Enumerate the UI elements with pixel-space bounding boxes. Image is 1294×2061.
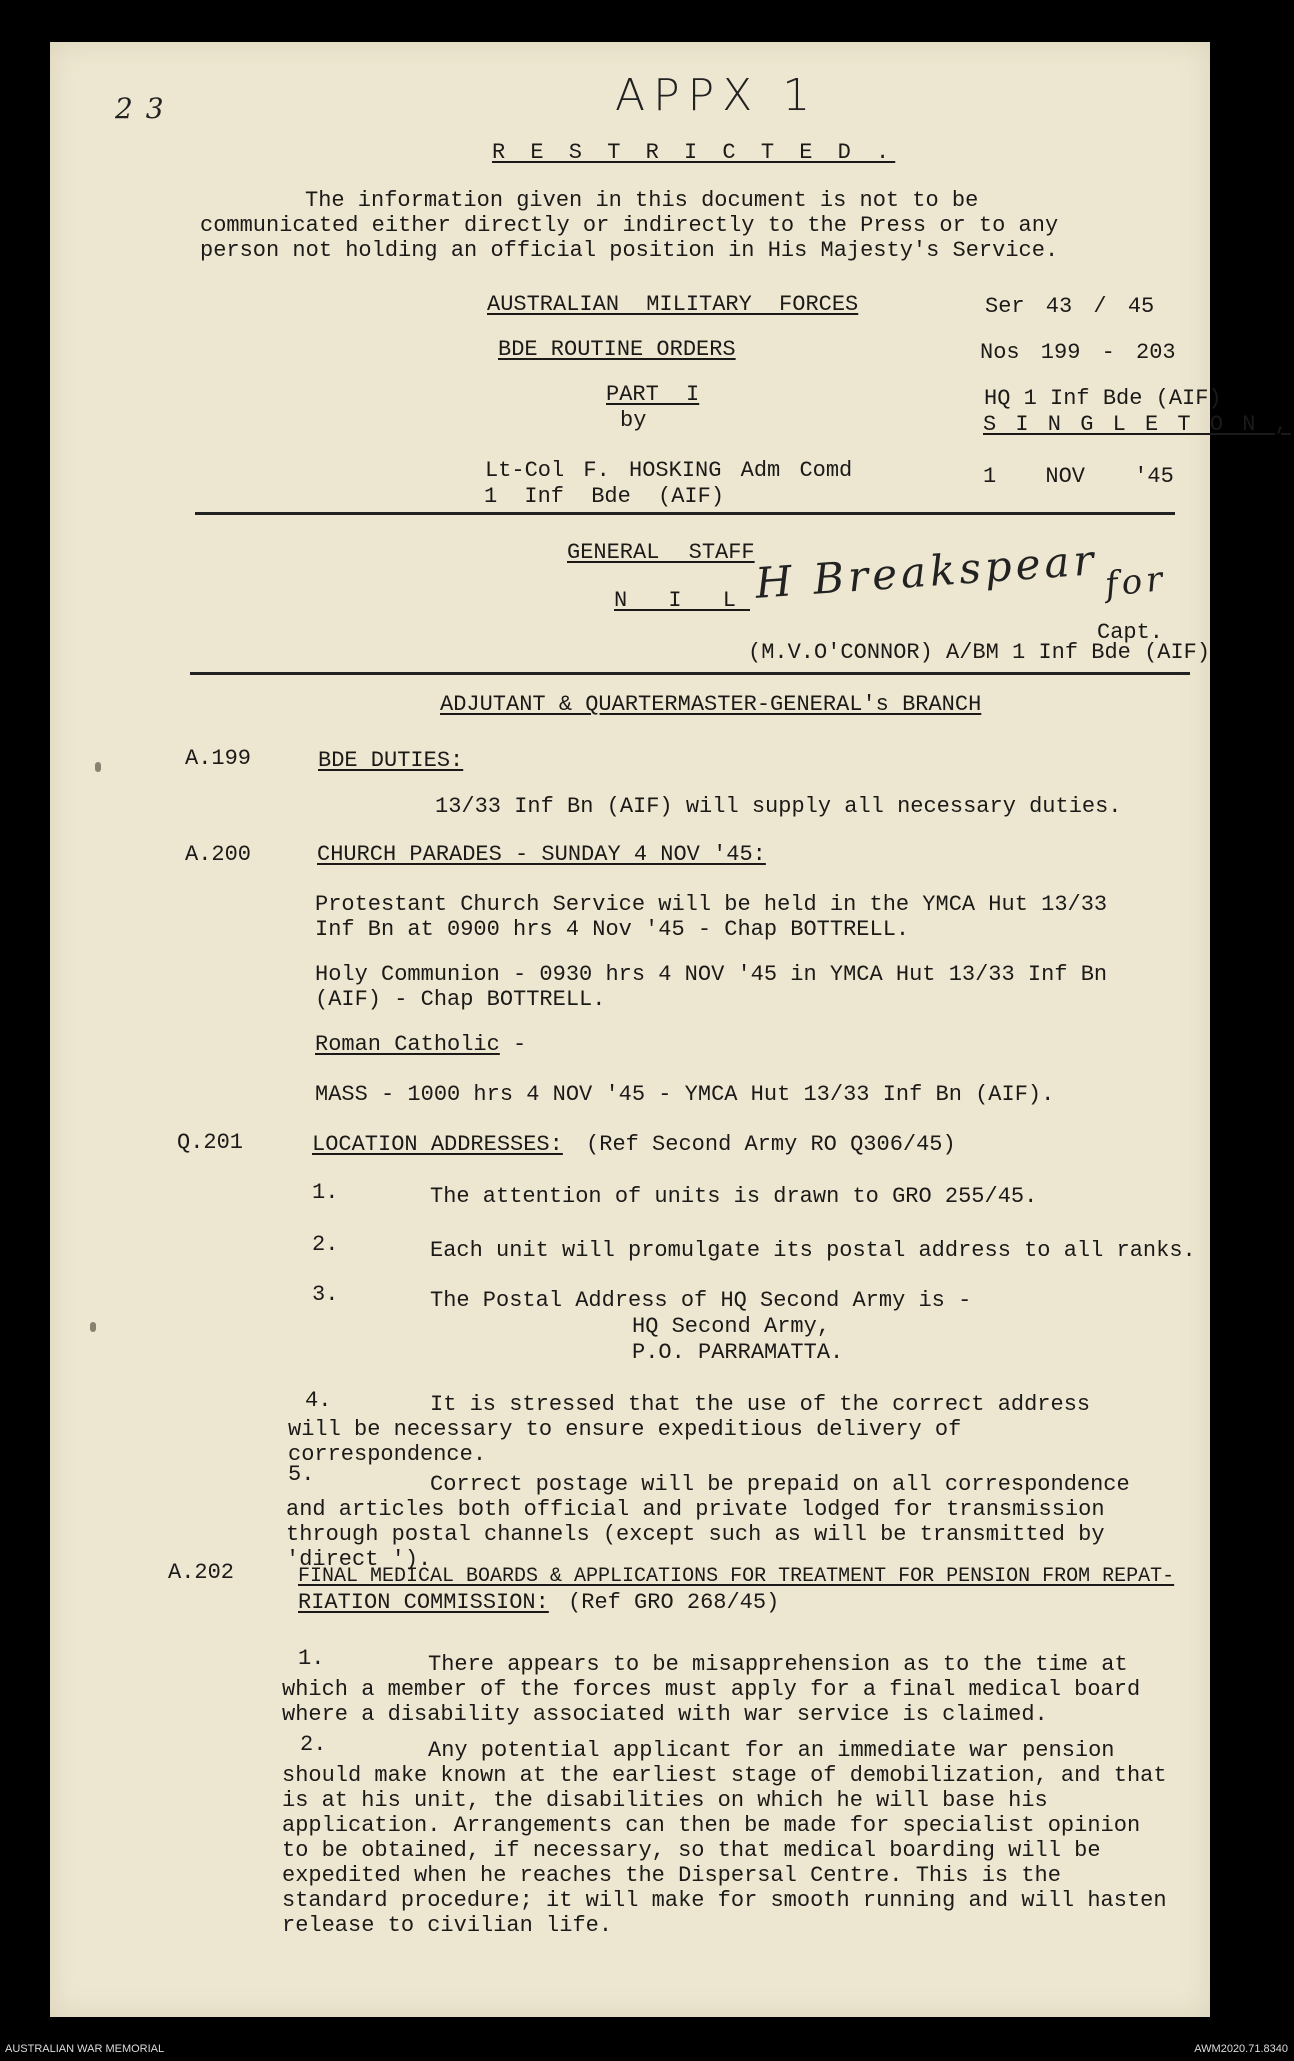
part-title: PART I: [606, 382, 700, 407]
order-reference: (Ref Second Army RO Q306/45): [586, 1132, 956, 1157]
signature: H Breakspear: [753, 535, 1099, 608]
order-title-line: [312, 1132, 956, 1158]
branch-heading: ADJUTANT & QUARTERMASTER-GENERAL's BRANCH: [440, 692, 982, 717]
by-label: by: [620, 408, 647, 433]
order-number: A.202: [168, 1560, 235, 1585]
signature-suffix: for: [1103, 558, 1169, 606]
header-divider: [195, 512, 1175, 515]
corner-mark: 2 3: [115, 92, 166, 125]
order-number: A.200: [185, 842, 252, 867]
order-title: FINAL MEDICAL BOARDS & APPLICATIONS FOR TREATMENT FOR PENSION FROM REPAT-: [298, 1565, 1175, 1588]
forces-title: AUSTRALIAN MILITARY FORCES: [487, 292, 859, 317]
postal-address-line2: P.O. PARRAMATTA.: [632, 1340, 844, 1365]
commander: Lt-Col F. HOSKING Adm Comd: [485, 458, 853, 483]
item-text: Each unit will promulgate its postal address to all ranks.: [430, 1238, 1196, 1263]
archive-credit: AUSTRALIAN WAR MEMORIAL: [5, 2043, 165, 2055]
order-text: Protestant Church Service will be held in the YMCA Hut 13/33 Inf Bn at 0900 hrs 4 Nov '45 - Chap BOTTRELL.: [315, 892, 1108, 942]
item-text: It is stressed that the use of the correct address will be necessary to ensure expeditious delivery of correspondence.: [288, 1392, 1091, 1467]
order-subheading: [315, 1032, 526, 1058]
restriction-warning: The information given in this document is not to be communicated either directly or indirectly to the Press or to any person not holding an official position in His Majesty's Service.: [200, 188, 1059, 263]
order-title-continued: RIATION COMMISSION:: [298, 1590, 549, 1615]
classification-heading: R E S T R I C T E D .: [492, 140, 896, 165]
order-title-line: [298, 1590, 779, 1616]
order-reference: (Ref GRO 268/45): [568, 1590, 780, 1615]
item-number: 3.: [312, 1282, 339, 1307]
order-number: Q.201: [177, 1130, 244, 1155]
order-text: MASS - 1000 hrs 4 NOV '45 - YMCA Hut 13/33 Inf Bn (AIF).: [315, 1082, 1055, 1107]
item-number: 1.: [298, 1646, 325, 1671]
postal-address-line1: HQ Second Army,: [632, 1314, 831, 1339]
item-number: 5.: [288, 1462, 315, 1487]
order-title: BDE DUTIES:: [318, 748, 464, 773]
item-text: The Postal Address of HQ Second Army is -: [430, 1288, 972, 1313]
order-text: 13/33 Inf Bn (AIF) will supply all necessary duties.: [435, 794, 1122, 819]
document-page: [50, 42, 1291, 2017]
order-number: A.199: [185, 746, 252, 771]
item-number: 4.: [305, 1388, 332, 1413]
item-text: The attention of units is drawn to GRO 255/45.: [430, 1184, 1038, 1209]
item-number: 2.: [312, 1232, 339, 1257]
order-title: CHURCH PARADES - SUNDAY 4 NOV '45:: [317, 842, 766, 867]
location: S I N G L E T O N ,: [983, 412, 1291, 437]
archive-reference: AWM2020.71.8340: [1194, 2043, 1288, 2055]
order-title: LOCATION ADDRESSES:: [312, 1132, 563, 1157]
order-subheading-title: Roman Catholic: [315, 1032, 500, 1057]
item-number: 1.: [312, 1180, 339, 1205]
signatory-rank: Capt.: [1097, 620, 1164, 645]
punch-mark: [90, 1322, 96, 1332]
commander-unit: 1 Inf Bde (AIF): [484, 484, 725, 509]
order-numbers: Nos 199 - 203: [980, 340, 1176, 365]
appendix-label: APPX 1: [615, 70, 819, 121]
general-staff-divider: [190, 672, 1190, 675]
order-text: Holy Communion - 0930 hrs 4 NOV '45 in YMCA Hut 13/33 Inf Bn (AIF) - Chap BOTTRELL.: [315, 962, 1108, 1012]
general-staff-title: GENERAL STAFF: [567, 540, 755, 565]
punch-mark: [95, 762, 101, 772]
order-subheading-dash: -: [499, 1032, 527, 1057]
item-text: There appears to be misapprehension as to the time at which a member of the forces must apply for a final medical board where a disability associated with war service is claimed.: [282, 1652, 1141, 1727]
signatory: (M.V.O'CONNOR) A/BM 1 Inf Bde (AIF): [748, 640, 1211, 665]
item-number: 2.: [300, 1732, 327, 1757]
orders-title: BDE ROUTINE ORDERS: [498, 337, 736, 362]
headquarters: HQ 1 Inf Bde (AIF): [984, 386, 1222, 411]
serial-number: Ser 43 / 45: [985, 294, 1155, 319]
item-text: Correct postage will be prepaid on all correspondence and articles both official and private lodged for transmission through postal channels (except such as will be transmitted by 'direct ').: [286, 1472, 1130, 1572]
general-staff-value: N I L: [614, 588, 751, 613]
order-date: 1 NOV '45: [983, 464, 1174, 489]
item-text: Any potential applicant for an immediate war pension should make known at the earliest stage of demobilization, and that is at his unit, the disabilities on which he will base his application. Arrangements can then be made for specialist opinion to be obtained, if necessary, so that medical boarding will be expedited when he reaches the Dispersal Centre. This is the standard procedure; it will make for smooth running and will hasten release to civilian life.: [282, 1738, 1167, 1938]
